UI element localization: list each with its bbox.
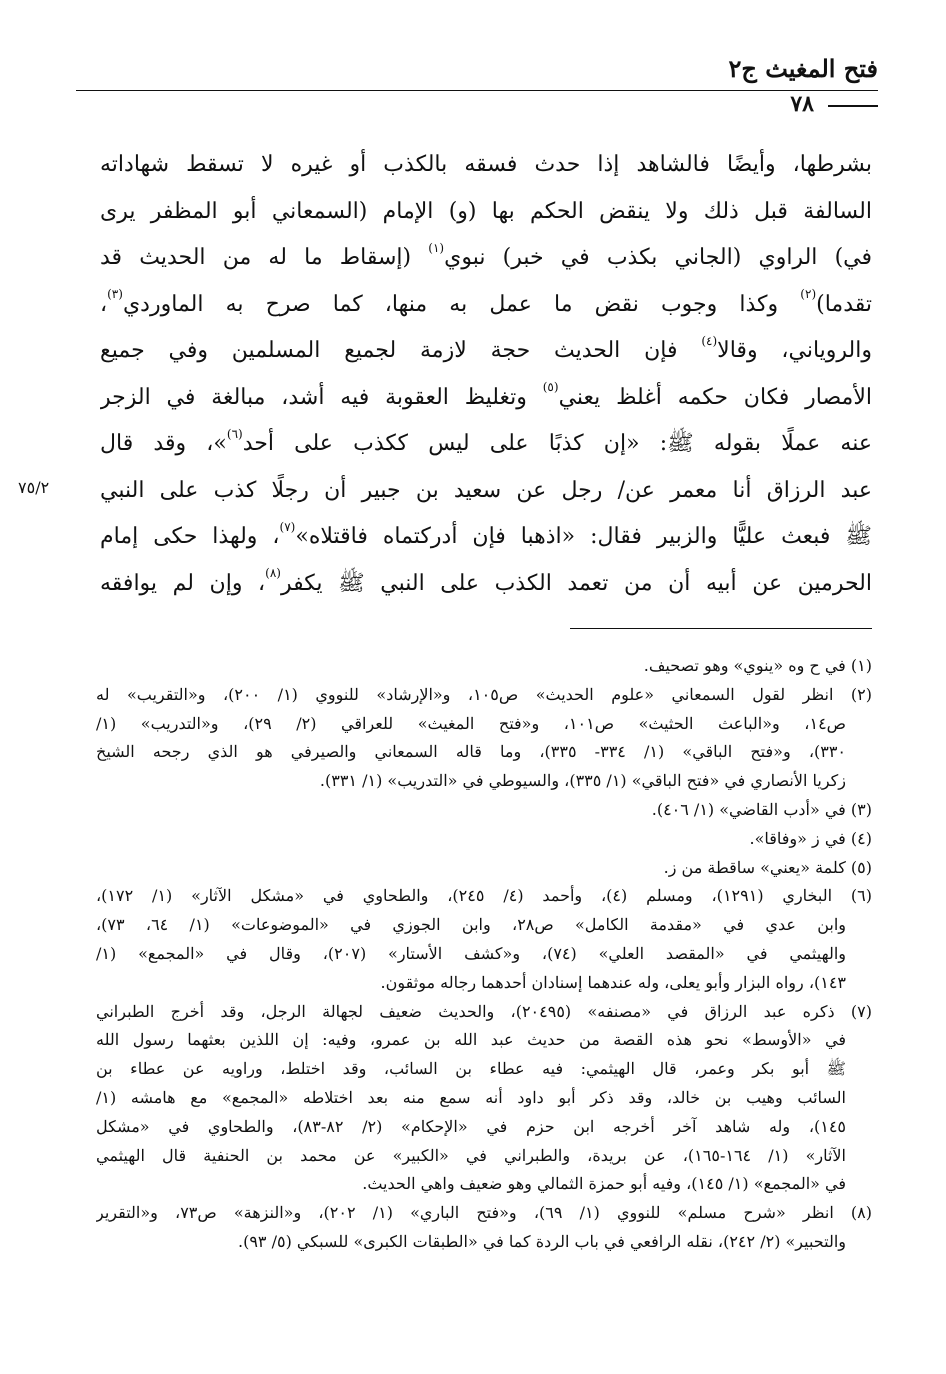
page-number: ٧٨ xyxy=(790,91,814,117)
main-text-line: تقدما)$^{(٢)}$ وكذا وجوب نقض ما عمل به منها، كما صرح به الماوردي$^{(٣)}$، xyxy=(100,287,872,317)
footnote-marker: (٥) xyxy=(542,380,559,395)
footnote-line: والهيثمي في «المقصد العلي» (٧٤)، و«كشف الأستار» (٢٠٧)، وقال في «المجمع» (١/ xyxy=(96,943,847,963)
footnote-line: ٣٣٠)، و«فتح الباقي» (١/ ٣٣٤- ٣٣٥)، وما قاله السمعاني والصيرفي هو الذي رجحه الشيخ xyxy=(96,742,847,762)
footnote-marker: (٤) xyxy=(701,333,718,348)
footnote-marker: (٨) xyxy=(265,566,281,581)
footnote-line: السائب وهيب بن خالد، وقد ذكر أبو داود أنه سمع منه بعد اختلاطه «المجمع» مع هامشه (١/ xyxy=(96,1087,846,1107)
footnote-line: (٨) انظر «شرح مسلم» للنووي (١/ ٦٩)، و«فتح الباري» (١/ ٢٠٢)، و«النزهة» ص٧٣، و«التقرير xyxy=(96,1203,872,1223)
main-text-line: في) الراوي (الجاني بكذب في خبر) نبوي$^{(١)}$ (إسقاط ما له من الحديث قد xyxy=(100,240,872,270)
footnote-line: ١٤٥)، وله شاهد آخر أخرجه ابن حزم في «الإحكام» (٢/ ٨٢-٨٣)، والطحاوي في «مشكل xyxy=(96,1116,847,1136)
page-number-dash xyxy=(828,105,878,107)
footnote-line: (٢) انظر لقول السمعاني «علوم الحديث» ص١٠٥، و«الإرشاد» للنووي (١/ ٢٠٠)، و«التقريب» له xyxy=(96,684,872,704)
main-text-line: والروياني، وقالا$^{(٤)}$ فإن الحديث حجة لازمة لجميع المسلمين وفي جميع xyxy=(100,333,872,363)
footnote-line: زكريا الأنصاري في «فتح الباقي» (١/ ٣٣٥)، والسيوطي في «التدريب» (١/ ٣٣١). xyxy=(319,771,846,791)
footnote-marker: (٧) xyxy=(279,519,296,534)
running-head xyxy=(76,52,878,92)
footnote-line: ١٤٣)، رواه البزار وأبو يعلى، وله عندهما إسنادان أحدهما رجاله موثقون. xyxy=(380,972,846,992)
main-text-line: الحرمين عن أبيه أن من تعمد الكذب على النبي ﷺ يكفر$^{(٨)}$، وإن لم يوافقه xyxy=(100,566,872,596)
footnote-line: (٣) في «أدب القاضي» (١/ ٤٠٦). xyxy=(651,799,872,819)
footnote-marker: (٦) xyxy=(226,426,243,441)
main-text xyxy=(100,142,872,607)
footnote-line: ﷺ أبو بكر وعمر، قال الهيثمي: فيه عطاء بن السائب، وقد اختلط، وراويه عن عطاء بن xyxy=(96,1059,846,1079)
main-text-line: عبد الرزاق أنا معمر عن/ رجل عن سعيد بن جبير أن رجلًا كذب على النبي xyxy=(100,477,872,503)
footnote-line: وابن عدي في «مقدمة الكامل» ص٢٨، وابن الجوزي في «الموضوعات» (١/ ٦٤، ٧٣)، xyxy=(96,915,847,935)
main-text-line: السالفة قبل ذلك ولا ينقض الحكم بها (و) الإمام (السمعاني أبو المظفر يرى xyxy=(100,198,872,224)
footnote-line: (٥) كلمة «يعني» ساقطة من ز. xyxy=(663,857,872,877)
main-text-line: الأمصار فكان حكمه أغلظ يعني$^{(٥)}$ وتغليظ العقوبة فيه أشد، مبالغة في الزجر xyxy=(100,380,872,410)
footnote-line: في «الأوسط» نحو هذه القصة من حديث عبد الله بن عمرو، وفيه: إن اللذين بعثهما رسول الله xyxy=(96,1030,846,1050)
main-text-line: ﷺ فبعث عليًّا والزبير فقال: «اذهبا فإن أدركتماه فاقتلاه»$^{(٧)}$، ولهذا حكى إمام xyxy=(100,519,872,549)
main-text-line: عنه عملًا بقوله ﷺ: «إن كذبًا على ليس ككذب على أحد$^{(٦)}$»، وقد قال xyxy=(100,426,872,456)
footnote-marker: (٣) xyxy=(107,287,123,302)
footnote-line: (١) في ح وه «ينوي» وهو تصحيف. xyxy=(643,656,872,675)
footnote-line: (٦) البخاري (١٢٩١)، ومسلم (٤)، وأحمد (٤/ ٢٤٥)، والطحاوي في «مشكل الآثار» (١/ ١٧٢)، xyxy=(96,886,872,906)
footnote-line: في «المجمع» (١/ ١٤٥)، وفيه أبو حمزة الثمالي وهو ضعيف واهي الحديث. xyxy=(362,1174,846,1194)
footnote-marker: (١) xyxy=(428,240,445,255)
footnote-line: ص١٤، و«الباعث الحثيث» ص١٠١، و«فتح المغيث» للعراقي (٢/ ٢٩)، و«التدريب» (١/ xyxy=(96,713,846,733)
footnote-line: والتحبير» (٢/ ٢٤٢)، نقله الرافعي في باب الردة كما في «الطبقات الكبرى» للسبكي (٥/ ٩٣). xyxy=(238,1231,846,1251)
margin-reference: ٧٥/٢ xyxy=(18,478,50,497)
footnotes xyxy=(96,652,872,1257)
footnote-line: (٤) في ز «وفاقا». xyxy=(749,828,872,848)
page-number-row xyxy=(640,90,878,120)
footnote-line: (٧) ذكره عبد الرزاق في «مصنفه» (٢٠٤٩٥)، والحديث ضعيف لجهالة الرجل، وقد أخرج الطبراني xyxy=(96,1001,872,1021)
main-text-line: بشرطها، وأيضًا فالشاهد إذا حدث فسقه بالكذب أو غيره لا تسقط شهاداته xyxy=(100,152,872,177)
footnote-separator xyxy=(570,628,872,629)
footnote-line: الآثار» (١/ ١٦٤-١٦٥)، عن بريدة، والطبراني في «الكبير» عن محمد بن الحنفية قال الهيثمي xyxy=(96,1145,846,1165)
book-title: فتح المغيث ج٢ xyxy=(728,54,878,83)
footnote-marker: (٢) xyxy=(800,287,817,302)
